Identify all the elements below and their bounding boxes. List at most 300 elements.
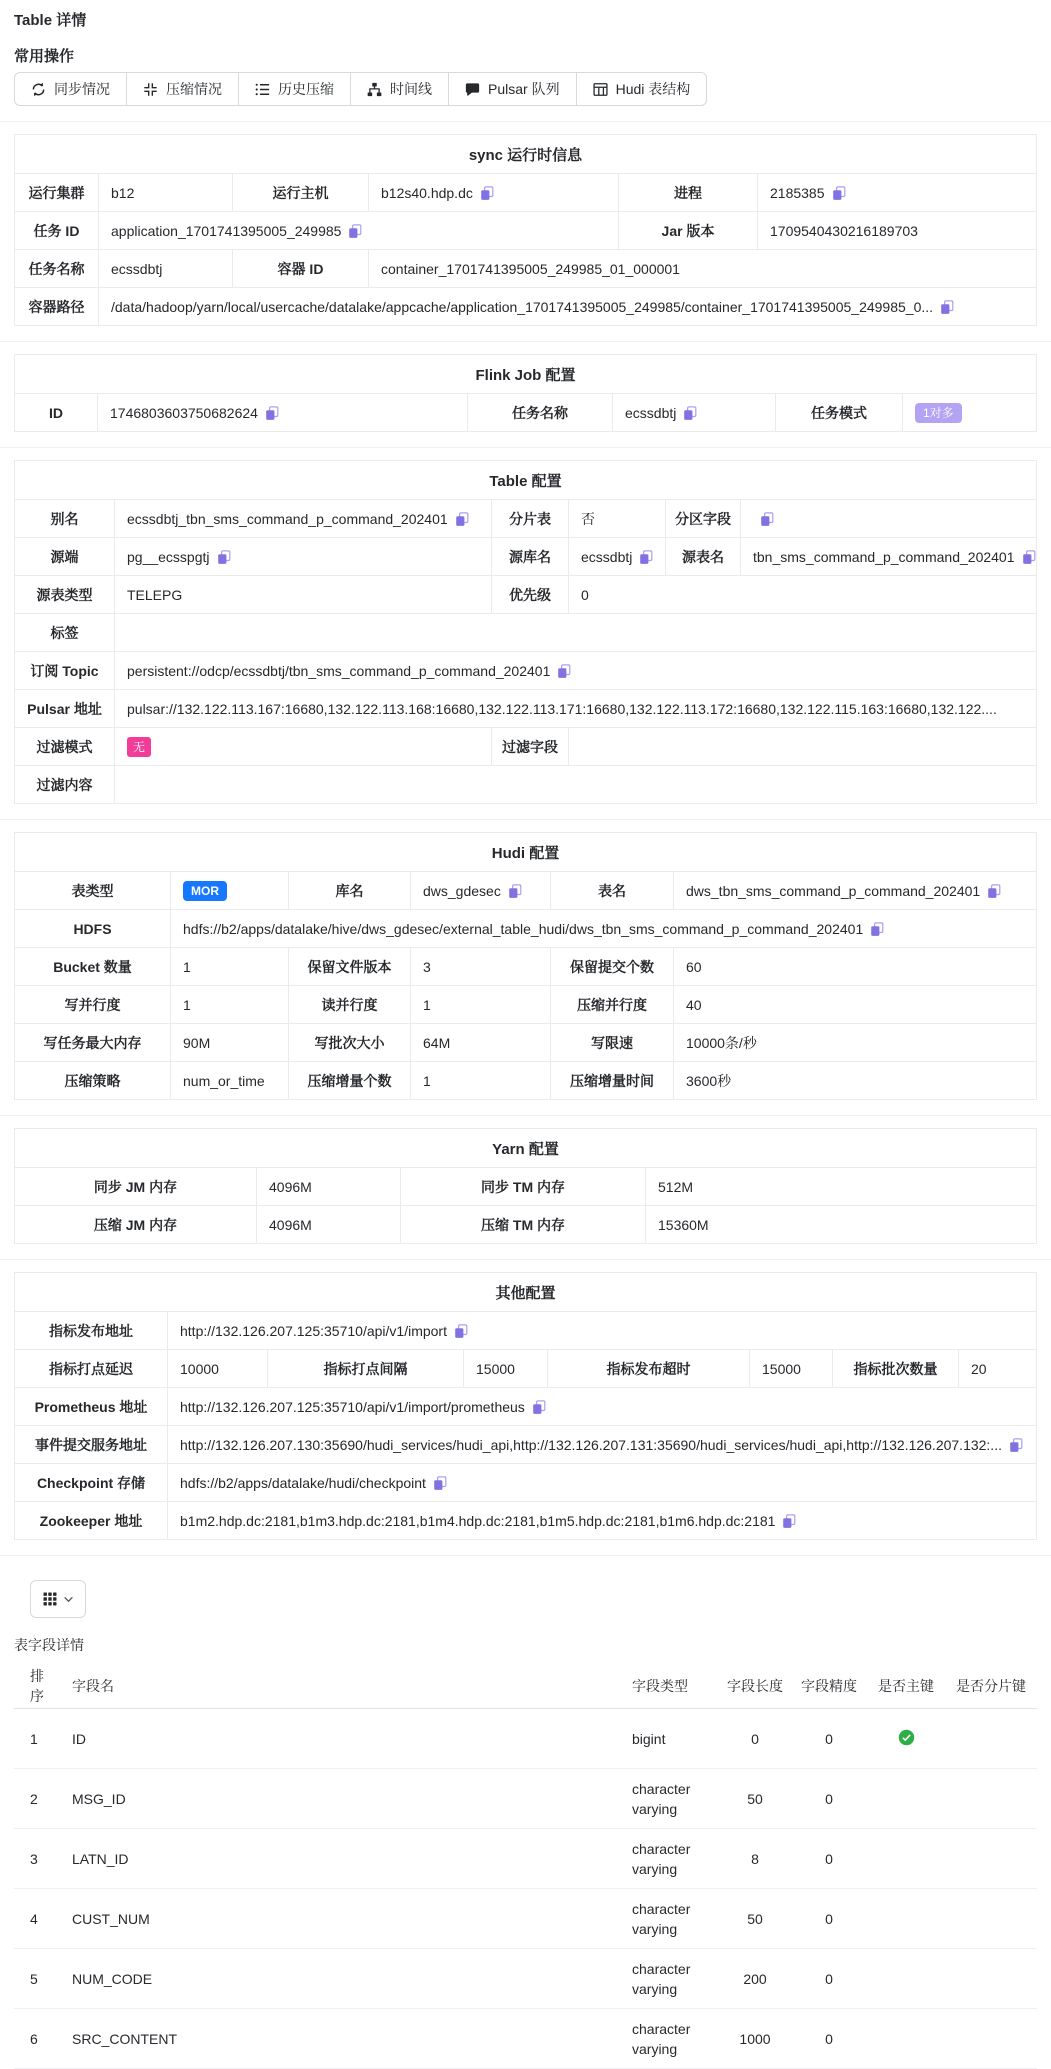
config-label: 过滤模式 — [15, 728, 115, 766]
copy-icon[interactable] — [557, 664, 571, 679]
config-row — [15, 1312, 1037, 1350]
section-divider — [0, 1115, 1051, 1116]
config-label: 写并行度 — [15, 986, 171, 1024]
table-row — [14, 2009, 1037, 2069]
table-row — [14, 1769, 1037, 1829]
config-value — [569, 538, 666, 576]
field-order: 4 — [14, 1889, 64, 1949]
config-value-text: 3600秒 — [686, 1072, 732, 1089]
config-label: 过滤字段 — [492, 728, 569, 766]
field-precision: 0 — [791, 1769, 867, 1829]
pulsar-queue-button[interactable] — [448, 72, 577, 106]
fields-column-header: 字段名 — [64, 1664, 624, 1709]
config-row — [15, 728, 1037, 766]
config-value — [99, 250, 233, 288]
field-type: character varying — [624, 1949, 719, 2009]
field-order: 5 — [14, 1949, 64, 2009]
config-label: 同步 JM 内存 — [15, 1168, 257, 1206]
config-label: 写限速 — [551, 1024, 674, 1062]
config-row — [15, 1206, 1037, 1244]
config-section-flink-job — [14, 354, 1037, 432]
config-label: Checkpoint 存储 — [15, 1464, 168, 1502]
copy-icon[interactable] — [683, 406, 697, 421]
config-section-hudi-config — [14, 832, 1037, 1100]
field-length: 50 — [719, 1769, 791, 1829]
config-label: 分片表 — [492, 500, 569, 538]
section-title: Flink Job 配置 — [15, 355, 1037, 394]
config-label: 指标发布超时 — [548, 1350, 750, 1388]
copy-icon[interactable] — [532, 1400, 546, 1415]
chevron-down-icon — [63, 1594, 74, 1605]
config-label: 别名 — [15, 500, 115, 538]
section-title: Yarn 配置 — [15, 1129, 1037, 1168]
column-settings-button[interactable] — [30, 1580, 86, 1618]
config-value-text: 20 — [971, 1360, 987, 1377]
config-value — [569, 500, 666, 538]
config-value-text: container_1701741395005_249985_01_000001 — [381, 260, 680, 277]
config-value-text: 15360M — [658, 1216, 709, 1233]
config-label: 分区字段 — [666, 500, 741, 538]
fields-table-title: 表字段详情 — [14, 1637, 84, 1653]
config-value-text: pg__ecsspgtj — [127, 548, 210, 565]
toolbar — [14, 72, 707, 106]
field-precision: 0 — [791, 1709, 867, 1769]
field-order: 6 — [14, 2009, 64, 2069]
config-row — [15, 394, 1037, 432]
config-value-text: 4096M — [269, 1178, 312, 1195]
common-operations-label: 常用操作 — [14, 48, 75, 65]
compaction-status-button[interactable] — [126, 72, 239, 106]
section-divider — [0, 121, 1051, 122]
hudi-schema-button[interactable] — [576, 72, 708, 106]
compress-icon — [143, 82, 158, 97]
toolbar-button-label: Pulsar 队列 — [488, 81, 560, 97]
field-type: bigint — [624, 1709, 719, 1769]
config-value — [99, 174, 233, 212]
config-row — [15, 872, 1037, 910]
config-label: 指标批次数量 — [833, 1350, 959, 1388]
config-value — [171, 986, 289, 1024]
config-value — [99, 288, 1037, 326]
config-value — [758, 212, 1037, 250]
config-value-text: 15000 — [762, 1360, 801, 1377]
config-value-text: ecssdbtj_tbn_sms_command_p_command_202401 — [127, 510, 448, 527]
config-label: Bucket 数量 — [15, 948, 171, 986]
config-label: Prometheus 地址 — [15, 1388, 168, 1426]
config-row — [15, 690, 1037, 728]
config-label: 写批次大小 — [289, 1024, 411, 1062]
config-label: HDFS — [15, 910, 171, 948]
toolbar-button-label: Hudi 表结构 — [615, 81, 691, 97]
field-order: 3 — [14, 1829, 64, 1889]
config-value — [115, 728, 492, 766]
section-divider — [0, 447, 1051, 448]
config-row — [15, 614, 1037, 652]
config-value-text: 10000 — [180, 1360, 219, 1377]
copy-icon[interactable] — [508, 884, 522, 899]
config-label: 源库名 — [492, 538, 569, 576]
table-type-badge: MOR — [183, 881, 227, 901]
config-value-text: 512M — [658, 1178, 694, 1195]
config-label: 压缩 JM 内存 — [15, 1206, 257, 1244]
field-type: character varying — [624, 1889, 719, 1949]
field-shard-key — [945, 1709, 1037, 1769]
config-row — [15, 986, 1037, 1024]
config-label: Pulsar 地址 — [15, 690, 115, 728]
config-value-text: ecssdbtj — [111, 260, 163, 277]
config-label: 标签 — [15, 614, 115, 652]
config-value — [674, 1062, 1037, 1100]
config-row — [15, 1426, 1037, 1464]
config-value — [369, 250, 1037, 288]
field-precision: 0 — [791, 1829, 867, 1889]
config-label: 容器路径 — [15, 288, 99, 326]
copy-icon[interactable] — [454, 1324, 468, 1339]
field-type: character varying — [624, 1829, 719, 1889]
config-value-text: /data/hadoop/yarn/local/usercache/datalake/appcache/application_1701741395005_249985/container_1701741395005_249985_0... — [111, 298, 934, 315]
fields-column-header: 是否分片键 — [945, 1664, 1037, 1709]
config-row — [15, 212, 1037, 250]
config-row — [15, 1464, 1037, 1502]
config-section-other-config — [14, 1272, 1037, 1540]
config-value-text: 60 — [686, 958, 702, 975]
table-row — [14, 1829, 1037, 1889]
field-length: 50 — [719, 1889, 791, 1949]
copy-icon[interactable] — [639, 550, 653, 565]
config-value — [115, 614, 1037, 652]
config-label: 容器 ID — [233, 250, 369, 288]
field-name: ID — [64, 1709, 624, 1769]
config-value — [741, 500, 1037, 538]
table-row — [14, 1949, 1037, 2009]
config-value-text: 64M — [423, 1034, 451, 1051]
config-label: 任务名称 — [468, 394, 613, 432]
config-row — [15, 652, 1037, 690]
field-primary-key — [867, 2009, 945, 2069]
config-value-text: 0 — [581, 586, 589, 603]
copy-icon[interactable] — [940, 300, 954, 315]
config-label: 保留文件版本 — [289, 948, 411, 986]
config-value — [411, 1024, 551, 1062]
config-value — [168, 1426, 1037, 1464]
section-divider — [0, 1555, 1051, 1556]
config-value — [646, 1206, 1037, 1244]
config-value-text: 1 — [423, 1072, 431, 1089]
config-value — [613, 394, 776, 432]
field-type: character varying — [624, 2009, 719, 2069]
config-value-text: 否 — [581, 510, 595, 527]
config-value-text: 4096M — [269, 1216, 312, 1233]
config-label: 压缩并行度 — [551, 986, 674, 1024]
config-row — [15, 1350, 1037, 1388]
config-value-text: tbn_sms_command_p_command_202401 — [753, 548, 1015, 565]
field-name: NUM_CODE — [64, 1949, 624, 2009]
field-shard-key — [945, 1829, 1037, 1889]
config-value-text: http://132.126.207.130:35690/hudi_services/hudi_api,http://132.126.207.131:35690/hudi_services/hudi_api,http://132.126.207.132:... — [180, 1436, 1002, 1453]
section-title: 其他配置 — [15, 1273, 1037, 1312]
config-row — [15, 1168, 1037, 1206]
config-value — [569, 728, 1037, 766]
field-name: SRC_CONTENT — [64, 2009, 624, 2069]
config-row — [15, 948, 1037, 986]
config-value — [674, 872, 1037, 910]
config-label: 运行主机 — [233, 174, 369, 212]
config-label: 写任务最大内存 — [15, 1024, 171, 1062]
copy-icon[interactable] — [433, 1476, 447, 1491]
config-value — [171, 1062, 289, 1100]
config-value-text: b12 — [111, 184, 135, 201]
field-primary-key — [867, 1949, 945, 2009]
config-value-text: 1709540430216189703 — [770, 222, 918, 239]
config-label: 指标打点间隔 — [268, 1350, 464, 1388]
config-value — [168, 1502, 1037, 1540]
fields-column-header: 字段类型 — [624, 1664, 719, 1709]
toolbar-button-label: 历史压缩 — [278, 81, 334, 97]
copy-icon[interactable] — [832, 186, 846, 201]
toolbar-button-label: 时间线 — [390, 81, 432, 97]
sync-status-button[interactable] — [14, 72, 127, 106]
config-section-yarn-config — [14, 1128, 1037, 1244]
config-value-text: 1 — [183, 958, 191, 975]
section-divider — [0, 819, 1051, 820]
field-length: 1000 — [719, 2009, 791, 2069]
copy-icon[interactable] — [217, 550, 231, 565]
config-row — [15, 1388, 1037, 1426]
config-row — [15, 1502, 1037, 1540]
field-name: CUST_NUM — [64, 1889, 624, 1949]
config-row — [15, 1024, 1037, 1062]
copy-icon[interactable] — [455, 512, 469, 527]
config-value — [115, 766, 1037, 804]
config-label: 任务名称 — [15, 250, 99, 288]
config-row — [15, 288, 1037, 326]
config-value-text: 2185385 — [770, 184, 825, 201]
fields-column-header: 字段精度 — [791, 1664, 867, 1709]
config-section-sync-runtime — [14, 134, 1037, 326]
config-row — [15, 1062, 1037, 1100]
task-mode-badge: 1对多 — [915, 403, 962, 423]
timeline-button[interactable] — [350, 72, 449, 106]
config-value-text: 90M — [183, 1034, 211, 1051]
config-label: Zookeeper 地址 — [15, 1502, 168, 1540]
field-type: character varying — [624, 1769, 719, 1829]
section-title: Table 配置 — [15, 461, 1037, 500]
fields-column-header: 是否主键 — [867, 1664, 945, 1709]
config-value-text: ecssdbtj — [581, 548, 633, 565]
config-value — [369, 174, 619, 212]
config-label: 任务 ID — [15, 212, 99, 250]
config-value — [98, 394, 468, 432]
config-value — [115, 576, 492, 614]
config-value-text: pulsar://132.122.113.167:16680,132.122.113.168:16680,132.122.113.171:16680,132.122.113.172:16680,132.122.115.163:16680,132.122.... — [127, 700, 997, 717]
config-label: 库名 — [289, 872, 411, 910]
filter-mode-badge: 无 — [127, 737, 151, 757]
config-value-text: 15000 — [476, 1360, 515, 1377]
config-value — [99, 212, 619, 250]
config-value — [646, 1168, 1037, 1206]
copy-icon[interactable] — [1022, 550, 1036, 565]
config-label: 保留提交个数 — [551, 948, 674, 986]
toolbar-button-label: 同步情况 — [54, 81, 110, 97]
config-value — [411, 872, 551, 910]
field-order: 2 — [14, 1769, 64, 1829]
config-value — [171, 948, 289, 986]
config-value — [257, 1206, 401, 1244]
config-value — [959, 1350, 1037, 1388]
config-label: 过滤内容 — [15, 766, 115, 804]
field-primary-key — [867, 1769, 945, 1829]
field-shard-key — [945, 1769, 1037, 1829]
sitemap-icon — [367, 82, 382, 97]
config-label: 表类型 — [15, 872, 171, 910]
config-value — [168, 1312, 1037, 1350]
config-value — [115, 538, 492, 576]
list-icon — [255, 82, 270, 97]
config-label: 读并行度 — [289, 986, 411, 1024]
field-primary-key — [867, 1829, 945, 1889]
config-section-table-config — [14, 460, 1037, 804]
config-label: 同步 TM 内存 — [401, 1168, 646, 1206]
config-value — [741, 538, 1037, 576]
fields-column-header: 排序 — [14, 1664, 64, 1709]
config-label: 订阅 Topic — [15, 652, 115, 690]
field-name: LATN_ID — [64, 1829, 624, 1889]
config-label: ID — [15, 394, 98, 432]
config-value-text: b12s40.hdp.dc — [381, 184, 473, 201]
config-value-text: hdfs://b2/apps/datalake/hudi/checkpoint — [180, 1474, 426, 1491]
config-value-text: http://132.126.207.125:35710/api/v1/import — [180, 1322, 447, 1339]
config-value — [171, 872, 289, 910]
primary-key-check-icon — [898, 1729, 915, 1746]
config-value — [168, 1464, 1037, 1502]
config-value-text: 1 — [423, 996, 431, 1013]
copy-icon[interactable] — [870, 922, 884, 937]
copy-icon[interactable] — [760, 512, 774, 527]
config-label: 运行集群 — [15, 174, 99, 212]
copy-icon[interactable] — [987, 884, 1001, 899]
config-value — [411, 948, 551, 986]
config-row — [15, 910, 1037, 948]
config-value — [569, 576, 1037, 614]
comment-icon — [465, 82, 480, 97]
config-value-text: application_1701741395005_249985 — [111, 222, 342, 239]
config-row — [15, 174, 1037, 212]
config-value-text: ecssdbtj — [625, 404, 677, 421]
config-value — [115, 652, 1037, 690]
config-label: Jar 版本 — [619, 212, 758, 250]
field-shard-key — [945, 1949, 1037, 2009]
config-row — [15, 766, 1037, 804]
config-label: 源表名 — [666, 538, 741, 576]
config-label: 指标打点延迟 — [15, 1350, 168, 1388]
config-value-text: b1m2.hdp.dc:2181,b1m3.hdp.dc:2181,b1m4.hdp.dc:2181,b1m5.hdp.dc:2181,b1m6.hdp.dc:2181 — [180, 1512, 776, 1529]
config-value — [674, 948, 1037, 986]
section-divider — [0, 341, 1051, 342]
config-sections — [14, 121, 1037, 1540]
copy-icon[interactable] — [265, 406, 279, 421]
config-value — [903, 394, 1037, 432]
config-value — [257, 1168, 401, 1206]
copy-icon[interactable] — [1009, 1438, 1023, 1453]
table-row — [14, 1709, 1037, 1769]
fields-table — [14, 1664, 1037, 2069]
config-value-text: dws_gdesec — [423, 882, 501, 899]
config-label: 优先级 — [492, 576, 569, 614]
grid-icon — [43, 1592, 57, 1606]
fields-column-header: 字段长度 — [719, 1664, 791, 1709]
config-value-text: 10000条/秒 — [686, 1034, 757, 1051]
config-value — [115, 690, 1037, 728]
field-primary-key — [867, 1709, 945, 1769]
config-value-text: http://132.126.207.125:35710/api/v1/import/prometheus — [180, 1398, 525, 1415]
field-primary-key — [867, 1889, 945, 1949]
config-label: 压缩增量时间 — [551, 1062, 674, 1100]
config-label: 源端 — [15, 538, 115, 576]
config-row — [15, 250, 1037, 288]
copy-icon[interactable] — [348, 224, 362, 239]
config-value-text: persistent://odcp/ecssdbtj/tbn_sms_command_p_command_202401 — [127, 662, 551, 679]
config-value — [411, 986, 551, 1024]
copy-icon[interactable] — [782, 1514, 796, 1529]
config-value — [171, 1024, 289, 1062]
field-precision: 0 — [791, 2009, 867, 2069]
config-value-text: 1 — [183, 996, 191, 1013]
config-value-text: TELEPG — [127, 586, 183, 603]
fields-table-body — [14, 1709, 1037, 2069]
field-length: 200 — [719, 1949, 791, 2009]
field-order: 1 — [14, 1709, 64, 1769]
config-value — [674, 1024, 1037, 1062]
table-icon — [593, 82, 608, 97]
copy-icon[interactable] — [480, 186, 494, 201]
config-label: 进程 — [619, 174, 758, 212]
sync-icon — [31, 82, 46, 97]
field-length: 8 — [719, 1829, 791, 1889]
fields-table-header-row — [14, 1664, 1037, 1709]
field-precision: 0 — [791, 1949, 867, 2009]
config-label: 压缩 TM 内存 — [401, 1206, 646, 1244]
page-title: Table 详情 — [14, 12, 87, 29]
section-title: Hudi 配置 — [15, 833, 1037, 872]
section-divider — [0, 1259, 1051, 1260]
config-row — [15, 538, 1037, 576]
config-value — [758, 174, 1037, 212]
history-compaction-button[interactable] — [238, 72, 351, 106]
config-label: 源表类型 — [15, 576, 115, 614]
config-value — [464, 1350, 548, 1388]
table-row — [14, 1889, 1037, 1949]
config-value-text: 40 — [686, 996, 702, 1013]
config-row — [15, 576, 1037, 614]
config-label: 事件提交服务地址 — [15, 1426, 168, 1464]
field-precision: 0 — [791, 1889, 867, 1949]
config-label: 指标发布地址 — [15, 1312, 168, 1350]
config-value — [171, 910, 1037, 948]
config-label: 任务模式 — [776, 394, 903, 432]
config-value — [168, 1388, 1037, 1426]
config-value-text: 3 — [423, 958, 431, 975]
toolbar-button-label: 压缩情况 — [166, 81, 222, 97]
page — [0, 10, 1051, 2069]
field-shard-key — [945, 2009, 1037, 2069]
config-label: 压缩策略 — [15, 1062, 171, 1100]
config-value — [168, 1350, 268, 1388]
config-value — [674, 986, 1037, 1024]
config-value — [411, 1062, 551, 1100]
config-value-text: num_or_time — [183, 1072, 265, 1089]
field-length: 0 — [719, 1709, 791, 1769]
section-title: sync 运行时信息 — [15, 135, 1037, 174]
